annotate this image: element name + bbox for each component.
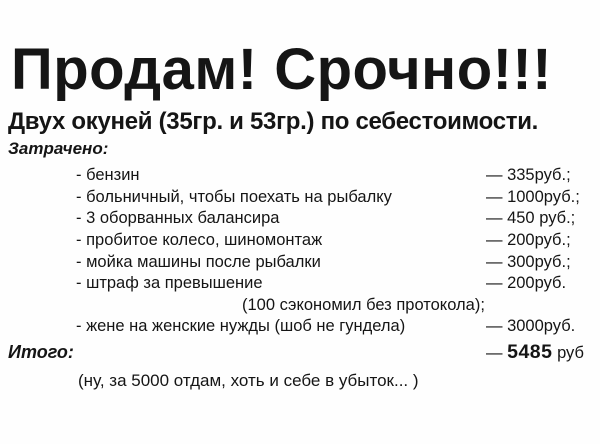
expense-amount: — 450 руб.; <box>486 209 576 228</box>
expense-amount: — 335руб.; <box>486 166 571 185</box>
expense-amount: — 3000руб. <box>486 317 576 336</box>
expense-amount: — 200руб.; <box>486 230 571 249</box>
expense-label: - штраф за превышение <box>76 274 263 293</box>
expense-label: - жене на женские нужды (шоб не гундела) <box>76 317 406 336</box>
expense-row <box>76 187 592 209</box>
expense-row <box>76 273 592 295</box>
expense-row <box>76 252 592 274</box>
total-amount <box>486 341 592 364</box>
expense-amount: — 200руб. <box>486 274 567 293</box>
ad-title: Продам! Срочно!!! <box>11 37 553 102</box>
total-row <box>8 341 592 364</box>
expense-amount: — 1000руб.; <box>486 187 580 206</box>
expense-label: - мойка машины после рыбалки <box>76 252 321 271</box>
expense-row <box>76 208 592 230</box>
expenses-header: Затрачено: <box>8 139 109 159</box>
total-value: 5485 <box>507 340 553 363</box>
total-label: Итого: <box>8 341 74 362</box>
footnote: (ну, за 5000 отдам, хоть и себе в убыток... ) <box>78 370 419 390</box>
total-unit: руб <box>552 343 584 362</box>
expense-label: - пробитое колесо, шиномонтаж <box>76 230 323 249</box>
ad-subtitle: Двух окуней (35гр. и 53гр.) по себестоимости. <box>8 108 539 136</box>
expenses-list <box>76 165 592 338</box>
expense-row <box>76 165 592 187</box>
expense-note: (100 сэкономил без протокола); <box>242 295 485 314</box>
expense-row <box>76 230 592 252</box>
expense-label: - бензин <box>76 166 140 185</box>
total-dash: — <box>486 343 508 362</box>
expense-label: - больничный, чтобы поехать на рыбалку <box>76 187 392 206</box>
expense-label: - 3 оборванных балансира <box>76 209 280 228</box>
expense-row <box>76 316 592 338</box>
expense-amount: — 300руб.; <box>486 252 571 271</box>
